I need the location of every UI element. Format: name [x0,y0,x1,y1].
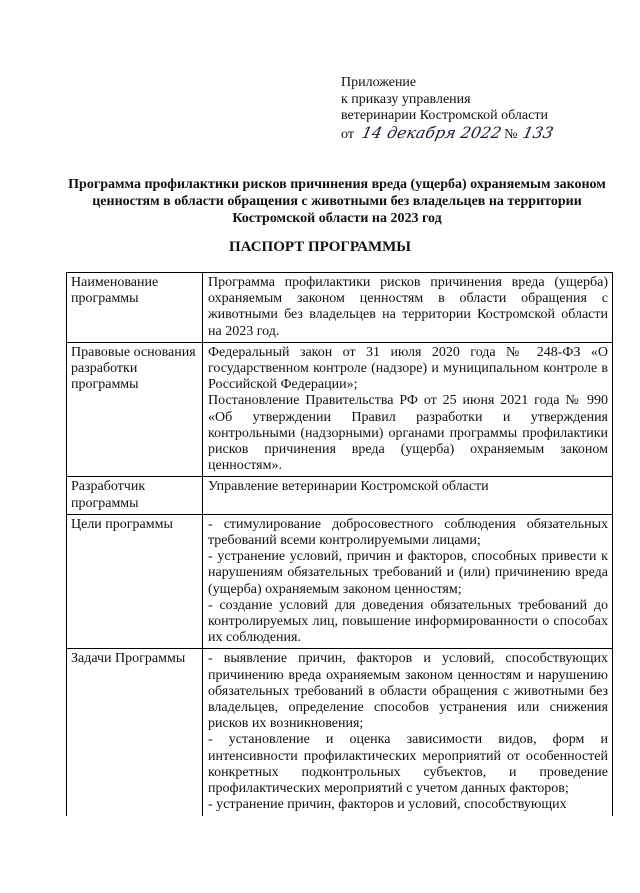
annex-line-2: к приказу управления [341,91,471,107]
row-paragraph: - устранение условий, причин и факторов, способных привести к нарушениям обязательных требований и (или) причинению вреда (ущерба) охраняемым законом ценностям; [208,549,608,597]
annex-date-line [341,125,601,144]
row-content [203,649,613,815]
row-paragraph: Федеральный закон от 31 июля 2020 года № 248-ФЗ «О государственном контроле (надзоре) и муниципальном контроле в Российской Федерации»; [208,344,608,393]
row-label: Правовые основания разработки программы [67,343,203,477]
annex-block [341,75,601,143]
annex-line-1: Приложение [341,75,417,90]
table-row [67,477,613,514]
row-content [203,515,613,649]
passport-heading: ПАСПОРТ ПРОГРАММЫ [228,239,412,255]
row-label: Задачи Программы [67,649,203,815]
table-row [67,649,613,815]
row-paragraph: Постановление Правительства РФ от 25 июня 2021 года № 990 «Об утверждении Правил разработки и утверждения контрольными (надзорными) органами программы профилактики рисков причинения вреда (ущерба) охраняемым законом ценностям». [208,393,608,474]
from-label: от [341,126,354,142]
row-paragraph: Управление ветеринарии Костромской области [208,479,489,495]
row-paragraph: - стимулирование добросовестного соблюдения обязательных требований всеми контролируемыми лицами; [208,516,608,549]
row-label: Цели программы [67,515,203,649]
row-label: Разработчик программы [67,477,203,513]
handwritten-number: 133 [521,123,556,142]
table-row [67,273,613,343]
row-content [203,477,613,513]
handwritten-date: 14 декабря 2022 [360,123,504,142]
number-label: № [504,126,518,142]
row-paragraph: Программа профилактики рисков причинения вреда (ущерба) охраняемым законом ценностям в области обращения с животными без владельцев на территории Костромской области на 2023 год. [208,275,608,339]
row-paragraph: - устранение причин, факторов и условий, способствующих [208,797,567,813]
program-title: Программа профилактики рисков причинения вреда (ущерба) охраняемым законом ценностям в области обращения с животными без владельцев на территории Костромской области на 2023 год [68,177,606,226]
row-paragraph: - выявление причин, факторов и условий, способствующих причинению вреда охраняемым законом ценностям и нарушению обязательных требований в области обращения с животными без владельцев, определение способов устранения или снижения рисков их возникновения; [208,651,608,732]
row-content [203,273,613,342]
table-row [67,343,613,478]
row-content [203,343,613,477]
table-row [67,515,613,650]
passport-table [66,272,613,816]
annex-line-3: ветеринарии Костромской области [341,108,548,123]
row-paragraph: - установление и оценка зависимости видов, форм и интенсивности профилактических мероприятий от особенностей конкретных подконтрольных субъектов, и проведение профилактических мероприятий с учетом данных факторов; [208,732,608,797]
row-label: Наименование программы [67,273,203,342]
row-paragraph: - создание условий для доведения обязательных требований до контролируемых лиц, повышение информированности о способах их соблюдения. [208,597,608,646]
